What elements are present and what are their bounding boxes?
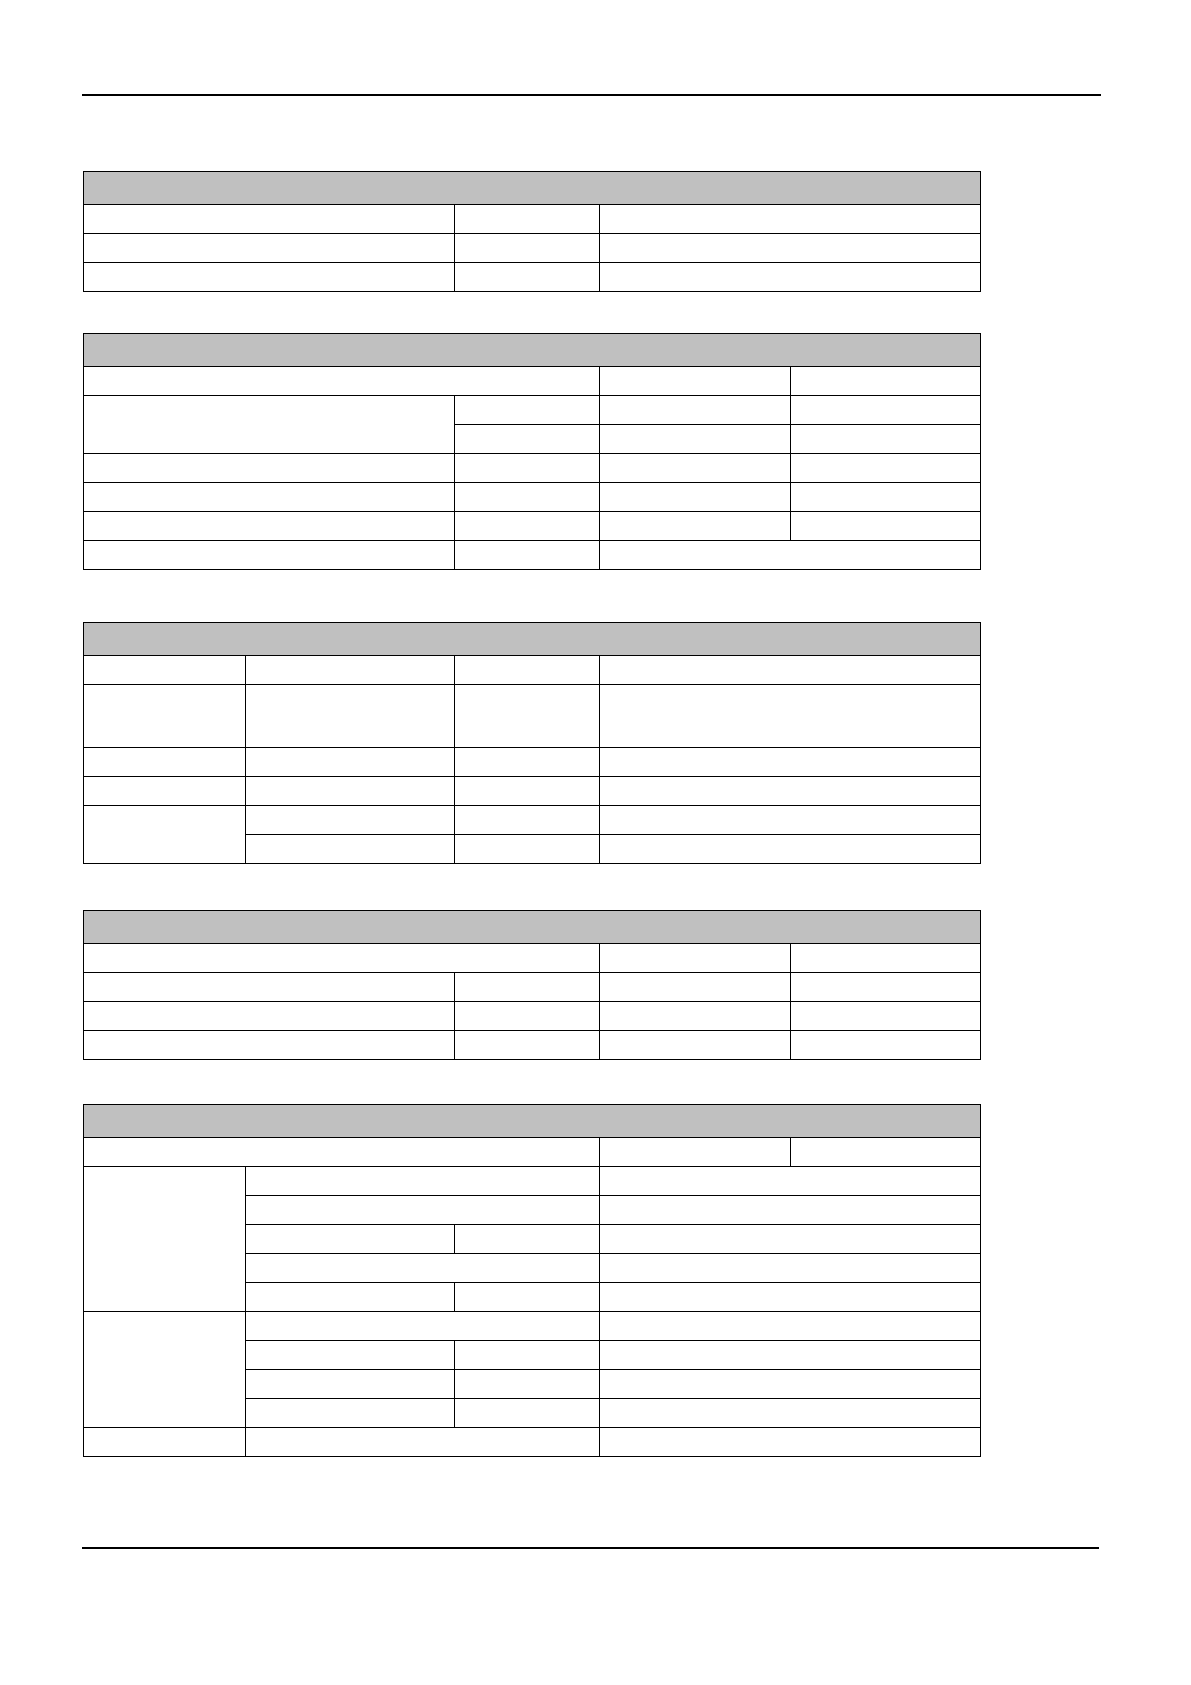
table-cell [455, 1370, 600, 1399]
table-cell [600, 512, 791, 541]
table-cell [600, 835, 981, 864]
table-cell [455, 1002, 600, 1031]
table-cell [600, 1138, 791, 1167]
table-cell [600, 1167, 981, 1196]
table-cell [791, 483, 981, 512]
table-cell [600, 1428, 981, 1457]
table-cell [455, 1283, 600, 1312]
table-cell [455, 1399, 600, 1428]
table-cell [600, 425, 791, 454]
table-cell [600, 205, 981, 234]
section-header [84, 623, 981, 656]
table-cell [84, 806, 246, 864]
table-cell [84, 234, 455, 263]
table-cell [455, 512, 600, 541]
table-cell [84, 685, 246, 748]
table-cell [791, 1002, 981, 1031]
table-cell [600, 1225, 981, 1254]
table-cell [246, 777, 455, 806]
table-cell [246, 1370, 455, 1399]
table-cell [455, 685, 600, 748]
table-cell [455, 1225, 600, 1254]
table-cell [600, 1312, 981, 1341]
table-cell [246, 1312, 600, 1341]
table-cell [791, 425, 981, 454]
table-cell [455, 973, 600, 1002]
table-cell [84, 454, 455, 483]
table-cell [246, 1225, 455, 1254]
table-cell [84, 205, 455, 234]
table-cell [246, 748, 455, 777]
table-cell [455, 483, 600, 512]
table-cell [600, 234, 981, 263]
table-cell [455, 777, 600, 806]
table-cell [455, 234, 600, 263]
header-rule [82, 94, 1101, 96]
table-cell [84, 396, 455, 454]
section-header [84, 1105, 981, 1138]
table-cell [791, 396, 981, 425]
table-cell [84, 1031, 455, 1060]
table-cell [84, 512, 455, 541]
table-cell [84, 1312, 246, 1428]
table-cell [455, 656, 600, 685]
table-cell [600, 1196, 981, 1225]
footer-rule [82, 1547, 1099, 1549]
table-cell [791, 1138, 981, 1167]
table-cell [600, 1002, 791, 1031]
table-cell [600, 454, 791, 483]
table-cell [600, 685, 981, 748]
table-cell [455, 541, 600, 570]
table-cell [84, 973, 455, 1002]
form-table-2 [83, 333, 981, 570]
table-cell [246, 1341, 455, 1370]
table-cell [791, 367, 981, 396]
section-header [84, 334, 981, 367]
table-cell [600, 748, 981, 777]
form-table-4 [83, 910, 981, 1060]
table-cell [84, 656, 246, 685]
section-header [84, 911, 981, 944]
table-cell [791, 944, 981, 973]
table-cell [84, 263, 455, 292]
table-cell [600, 1254, 981, 1283]
table-cell [455, 454, 600, 483]
section-header [84, 172, 981, 205]
table-cell [246, 1254, 600, 1283]
table-cell [455, 263, 600, 292]
table-cell [455, 835, 600, 864]
table-cell [600, 777, 981, 806]
table-cell [455, 1341, 600, 1370]
table-cell [600, 1031, 791, 1060]
table-cell [455, 806, 600, 835]
form-table-1 [83, 171, 981, 292]
form-table-5 [83, 1104, 981, 1457]
table-cell [84, 483, 455, 512]
table-cell [600, 483, 791, 512]
table-cell [246, 1428, 600, 1457]
table-cell [246, 685, 455, 748]
table-cell [600, 541, 981, 570]
table-cell [455, 396, 600, 425]
table-cell [84, 367, 600, 396]
table-cell [246, 806, 455, 835]
table-cell [600, 1283, 981, 1312]
table-cell [600, 944, 791, 973]
table-cell [600, 367, 791, 396]
table-cell [455, 205, 600, 234]
table-cell [600, 1341, 981, 1370]
table-cell [791, 973, 981, 1002]
table-cell [246, 1196, 600, 1225]
table-cell [246, 1167, 600, 1196]
form-table-3 [83, 622, 981, 864]
table-cell [455, 425, 600, 454]
table-cell [600, 263, 981, 292]
table-cell [600, 1370, 981, 1399]
table-cell [600, 973, 791, 1002]
table-cell [84, 748, 246, 777]
table-cell [600, 656, 981, 685]
table-cell [246, 1399, 455, 1428]
table-cell [84, 1428, 246, 1457]
table-cell [84, 944, 600, 973]
table-cell [455, 1031, 600, 1060]
table-cell [600, 396, 791, 425]
table-cell [246, 835, 455, 864]
table-cell [791, 1031, 981, 1060]
table-cell [84, 541, 455, 570]
table-cell [84, 1002, 455, 1031]
table-cell [791, 454, 981, 483]
table-cell [84, 1167, 246, 1312]
table-cell [84, 777, 246, 806]
table-cell [246, 1283, 455, 1312]
table-cell [791, 512, 981, 541]
table-cell [455, 748, 600, 777]
table-cell [246, 656, 455, 685]
table-cell [84, 1138, 600, 1167]
table-cell [600, 806, 981, 835]
table-cell [600, 1399, 981, 1428]
